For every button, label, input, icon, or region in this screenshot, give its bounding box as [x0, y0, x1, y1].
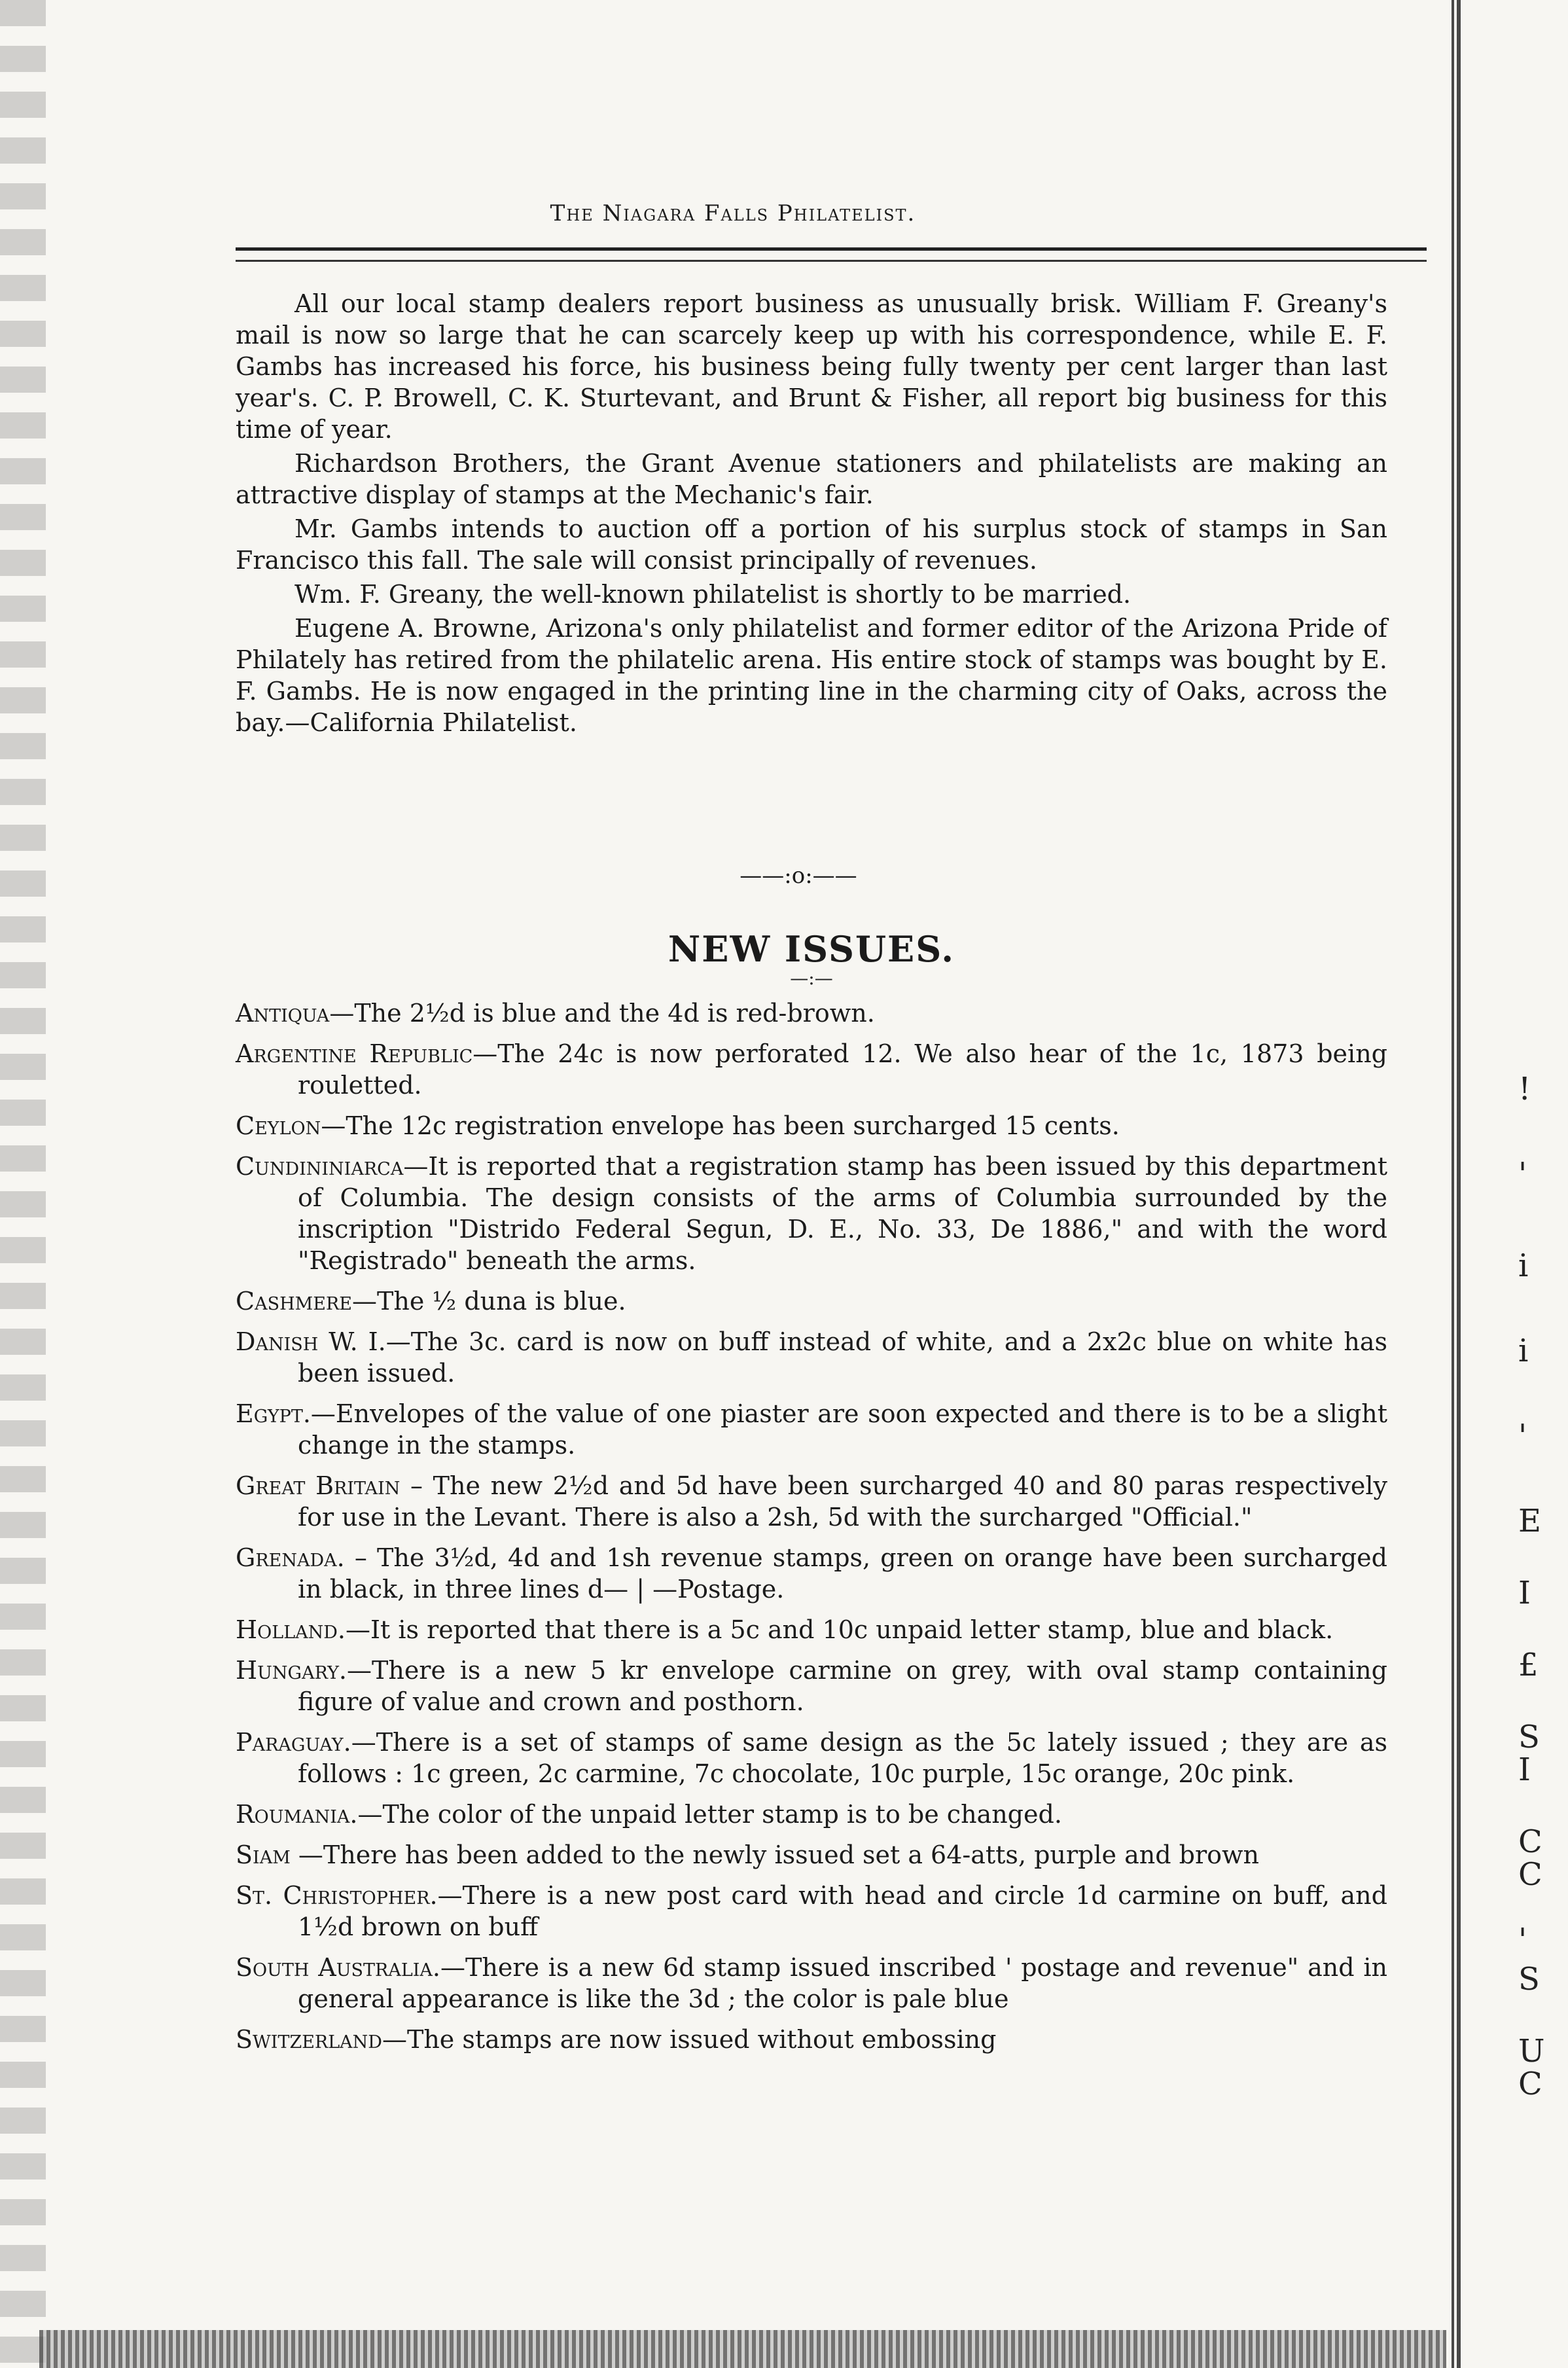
- intro-paragraph: Eugene A. Browne, Arizona's only philatelist and former editor of the Arizona Pride of Philately has retired from the philatelic arena. His entire stock of stamps was bought by E. F. Gambs. He is now engaged in the printing line in the charming city of Oaks, across the bay.—California Philatelist.: [236, 614, 1387, 737]
- margin-fragment: ': [1518, 1922, 1527, 1958]
- issue-text: —The 24c is now perforated 12. We also hear of the 1c, 1873 being rouletted.: [298, 1039, 1387, 1100]
- issue-text: —There is a new 6d stamp issued inscribed ' postage and revenue" and in general appearance is like the 3d ; the color is pale blue: [298, 1953, 1387, 2013]
- head-rule: [236, 247, 1427, 262]
- intro-section: [236, 288, 1387, 741]
- issue-text: – The new 2½d and 5d have been surcharged 40 and 80 paras respectively for use in the Levant. There is also a 2sh, 5d with the surcharged "Official.": [298, 1471, 1387, 1532]
- intro-paragraph: Richardson Brothers, the Grant Avenue stationers and philatelists are making an attractive display of stamps at the Mechanic's fair.: [236, 449, 1387, 509]
- issue-country: Argentine Republic: [236, 1039, 473, 1068]
- issue-text: —There is a new post card with head and circle 1d carmine on buff, and 1½d brown on buff: [298, 1881, 1387, 1941]
- margin-fragment: ': [1518, 1418, 1527, 1454]
- scan-bottom-edge: [39, 2330, 1446, 2368]
- intro-paragraph: Mr. Gambs intends to auction off a portion of his surplus stock of stamps in San Francisco this fall. The sale will consist principally of revenues.: [236, 514, 1387, 575]
- issue-text: – The 3½d, 4d and 1sh revenue stamps, green on orange have been surcharged in black, in three lines d— | —Postage.: [298, 1543, 1387, 1604]
- margin-fragment: U: [1518, 2033, 1545, 2070]
- issue-entry: [236, 1038, 1387, 1101]
- issue-country: Egypt.: [236, 1399, 311, 1428]
- scan-left-edge: [0, 0, 46, 2368]
- issue-text: —The color of the unpaid letter stamp is to be changed.: [357, 1800, 1062, 1829]
- issue-country: Ceylon: [236, 1111, 321, 1140]
- issue-country: Paraguay.: [236, 1728, 351, 1757]
- issue-entry: [236, 1398, 1387, 1461]
- margin-fragment: C: [1518, 1856, 1542, 1893]
- issue-text: —The 2½d is blue and the 4d is red-brown.: [329, 999, 875, 1028]
- issue-country: St. Christopher.: [236, 1881, 438, 1910]
- scan-right-border: [1452, 0, 1461, 2368]
- issue-entry: [236, 1151, 1387, 1276]
- margin-fragment: S: [1518, 1961, 1540, 1998]
- issue-text: —The 12c registration envelope has been surcharged 15 cents.: [321, 1111, 1120, 1140]
- issue-text: —It is reported that there is a 5c and 10c unpaid letter stamp, blue and black.: [345, 1615, 1334, 1644]
- issue-entry: [236, 997, 1387, 1029]
- issue-country: Great Britain: [236, 1471, 401, 1500]
- issue-entry: [236, 1727, 1387, 1789]
- margin-fragment: !: [1518, 1071, 1531, 1107]
- issue-text: —The stamps are now issued without embossing: [382, 2025, 997, 2054]
- margin-fragment: i: [1518, 1333, 1529, 1369]
- issue-country: Holland.: [236, 1615, 346, 1644]
- issue-country: Switzerland: [236, 2025, 382, 2054]
- issue-text: —It is reported that a registration stamp has been issued by this department of Columbia. The design consists of the arms of Columbia surrounded by the inscription "Distrido Federal Segun, D. E., No. 33, De 1886," and with the word "Registrado" beneath the arms.: [298, 1152, 1387, 1275]
- issue-country: Hungary.: [236, 1656, 347, 1685]
- issue-country: Grenada.: [236, 1543, 345, 1572]
- new-issues-list: [236, 997, 1387, 2064]
- section-title-ornament: —:—: [790, 967, 833, 989]
- issue-entry: [236, 1470, 1387, 1533]
- margin-fragment: ': [1518, 1156, 1527, 1193]
- intro-paragraph: All our local stamp dealers report business as unusually brisk. William F. Greany's mail is now so large that he can scarcely keep up with his correspondence, while E. F. Gambs has increased his force, his business being fully twenty per cent larger than last year's. C. P. Browell, C. K. Sturtevant, and Brunt & Fisher, all report big business for this time of year.: [236, 289, 1387, 444]
- issue-text: —There is a set of stamps of same design as the 5c lately issued ; they are as follows : 1c green, 2c carmine, 7c chocolate, 10c purple, 15c orange, 20c pink.: [298, 1728, 1387, 1788]
- issue-entry: [236, 1839, 1387, 1871]
- issue-entry: [236, 1542, 1387, 1605]
- issue-country: Roumania.: [236, 1800, 358, 1829]
- margin-fragment: I: [1518, 1751, 1531, 1788]
- issue-text: —Envelopes of the value of one piaster are soon expected and there is to be a slight change in the stamps.: [298, 1399, 1387, 1460]
- issue-entry: [236, 2024, 1387, 2055]
- margin-fragment: E: [1518, 1503, 1542, 1539]
- issue-text: —There has been added to the newly issued set a 64-atts, purple and brown: [290, 1840, 1260, 1869]
- issue-entry: [236, 1799, 1387, 1830]
- margin-fragment: C: [1518, 1823, 1542, 1860]
- issue-entry: [236, 1952, 1387, 2015]
- section-divider: ——:o:——: [739, 863, 857, 889]
- issue-entry: [236, 1285, 1387, 1317]
- issue-country: Antiqua: [236, 999, 330, 1028]
- running-head: The Niagara Falls Philatelist.: [550, 200, 916, 226]
- issue-country: Cundininiarca: [236, 1152, 404, 1181]
- issue-entry: [236, 1326, 1387, 1389]
- issue-text: —The ½ duna is blue.: [352, 1287, 626, 1316]
- margin-fragment: I: [1518, 1575, 1531, 1611]
- issue-entry: [236, 1880, 1387, 1943]
- issue-country: Danish W. I.: [236, 1327, 386, 1356]
- margin-fragment: S: [1518, 1719, 1540, 1755]
- issue-text: —There is a new 5 kr envelope carmine on grey, with oval stamp containing figure of value and crown and posthorn.: [298, 1656, 1387, 1716]
- issue-entry: [236, 1110, 1387, 1141]
- margin-fragment: £: [1518, 1647, 1539, 1683]
- issue-entry: [236, 1655, 1387, 1717]
- intro-paragraph: Wm. F. Greany, the well-known philatelist is shortly to be married.: [294, 580, 1131, 609]
- margin-fragment: i: [1518, 1247, 1529, 1284]
- issue-country: Siam: [236, 1840, 291, 1869]
- issue-text: —The 3c. card is now on buff instead of white, and a 2x2c blue on white has been issued.: [298, 1327, 1388, 1388]
- issue-entry: [236, 1614, 1387, 1645]
- margin-fragment: C: [1518, 2066, 1542, 2102]
- section-title: NEW ISSUES.: [668, 928, 955, 970]
- issue-country: Cashmere: [236, 1287, 353, 1316]
- issue-country: South Australia.: [236, 1953, 441, 1982]
